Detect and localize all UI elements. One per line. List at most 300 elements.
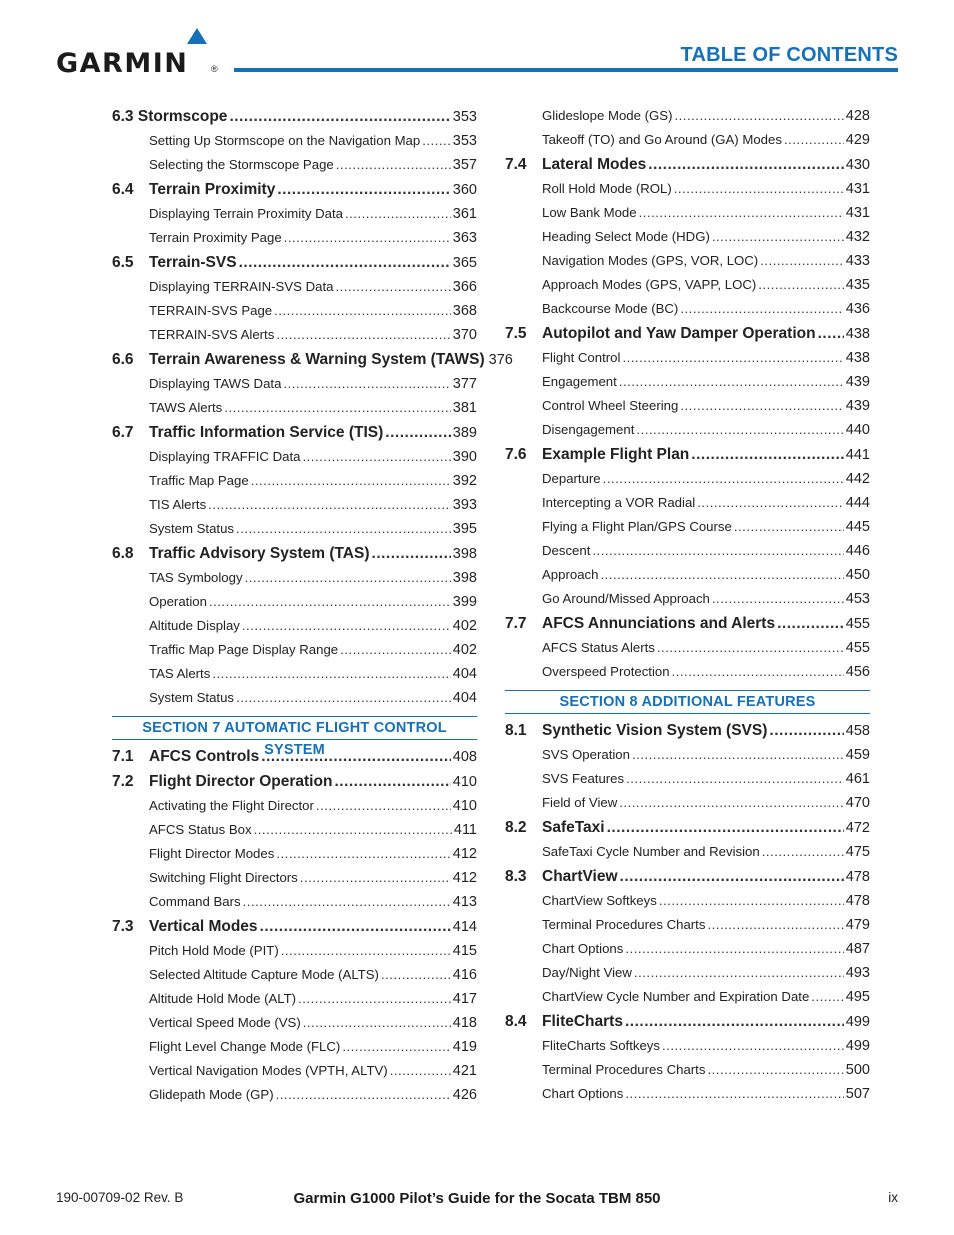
dot-leader [385, 424, 451, 442]
toc-entry-title: TERRAIN-SVS Alerts [149, 327, 275, 342]
toc-chapter-entry[interactable] [505, 722, 870, 747]
toc-entry-title: Approach [542, 567, 599, 582]
toc-entry-page: 440 [845, 422, 870, 438]
toc-subentry[interactable] [112, 327, 477, 351]
toc-entry-page: 459 [845, 747, 870, 763]
dot-leader [251, 473, 451, 488]
toc-entry-page: 412 [452, 846, 477, 862]
dot-leader [209, 594, 451, 609]
dot-leader [276, 327, 450, 342]
toc-entry-title: Vertical Modes [149, 918, 258, 935]
toc-entry-page: 444 [845, 495, 870, 511]
dot-leader [734, 519, 844, 534]
toc-entry-page: 458 [845, 723, 870, 739]
toc-entry-number: 7.7 [505, 615, 527, 632]
toc-entry-title: SVS Operation [542, 747, 630, 762]
toc-entry-page: 433 [845, 253, 870, 269]
dot-leader [811, 989, 844, 1004]
toc-entry-title: AFCS Controls [149, 748, 260, 765]
dot-leader [712, 591, 844, 606]
dot-leader [622, 350, 843, 365]
toc-entry-title: Altitude Hold Mode (ALT) [149, 991, 297, 1006]
toc-entry-title: Terrain-SVS [149, 254, 237, 271]
toc-entry-page: 442 [845, 471, 870, 487]
toc-right-column [505, 108, 870, 1110]
toc-subentry[interactable] [112, 1063, 477, 1087]
dot-leader [274, 303, 451, 318]
toc-subentry[interactable] [505, 1038, 870, 1062]
toc-entry-title: Flight Director Operation [149, 773, 333, 790]
toc-subentry[interactable] [505, 205, 870, 229]
toc-entry-number: 7.6 [505, 446, 527, 463]
toc-chapter-entry[interactable] [505, 868, 870, 893]
toc-chapter-entry[interactable] [505, 156, 870, 181]
toc-entry-title: Takeoff (TO) and Go Around (GA) Modes [542, 132, 782, 147]
toc-entry-title: Glideslope Mode (GS) [542, 108, 673, 123]
toc-entry-title: Roll Hold Mode (ROL) [542, 181, 672, 196]
toc-entry-page: 455 [845, 616, 870, 632]
toc-entry-page: 395 [452, 521, 477, 537]
dot-leader [707, 1062, 843, 1077]
toc-entry-page: 432 [845, 229, 870, 245]
toc-entry-page: 421 [452, 1063, 477, 1079]
toc-subentry[interactable] [505, 422, 870, 446]
toc-entry-title: Chart Options [542, 941, 624, 956]
toc-entry-page: 436 [845, 301, 870, 317]
toc-subentry[interactable] [505, 989, 870, 1013]
toc-entry-page: 479 [845, 917, 870, 933]
toc-entry-title: Terrain Proximity [149, 181, 276, 198]
toc-subentry[interactable] [505, 893, 870, 917]
toc-entry-page: 445 [845, 519, 870, 535]
toc-entry-page: 413 [452, 894, 477, 910]
toc-entry-page: 410 [452, 798, 477, 814]
dot-leader [619, 374, 844, 389]
toc-entry-page: 376 [488, 352, 513, 368]
toc-chapter-entry[interactable] [112, 351, 513, 376]
toc-subentry[interactable] [505, 277, 870, 301]
toc-subentry[interactable] [112, 521, 477, 545]
dot-leader [691, 446, 844, 464]
dot-leader [769, 722, 843, 740]
dot-leader [212, 666, 450, 681]
toc-entry-title: AFCS Status Alerts [542, 640, 655, 655]
dot-leader [674, 108, 843, 123]
toc-entry-title: AFCS Annunciations and Alerts [542, 615, 776, 632]
toc-entry-page: 495 [845, 989, 870, 1005]
toc-entry-title: ChartView Softkeys [542, 893, 657, 908]
toc-subentry[interactable] [112, 1015, 477, 1039]
toc-entry-title: Synthetic Vision System (SVS) [542, 722, 768, 739]
toc-subentry[interactable] [505, 844, 870, 868]
dot-leader [626, 771, 844, 786]
toc-subentry[interactable] [505, 398, 870, 422]
toc-entry-title: Flight Director Modes [149, 846, 275, 861]
toc-subentry[interactable] [505, 567, 870, 591]
dot-leader [784, 132, 844, 147]
toc-entry-title: Flight Control [542, 350, 621, 365]
toc-entry-number: 7.2 [112, 773, 134, 790]
toc-subentry[interactable] [505, 181, 870, 205]
logo-registered-mark: ® [211, 64, 218, 74]
toc-entry-title: SafeTaxi Cycle Number and Revision [542, 844, 760, 859]
toc-subentry[interactable] [505, 132, 870, 156]
dot-leader [634, 965, 844, 980]
toc-entry-title: Flight Level Change Mode (FLC) [149, 1039, 341, 1054]
toc-entry-page: 392 [452, 473, 477, 489]
toc-entry-title: Day/Night View [542, 965, 632, 980]
toc-entry-page: 411 [453, 822, 477, 838]
toc-entry-page: 381 [452, 400, 477, 416]
toc-entry-title: Disengagement [542, 422, 635, 437]
toc-chapter-entry[interactable] [112, 545, 477, 570]
dot-leader [236, 521, 451, 536]
page-title: TABLE OF CONTENTS [680, 44, 898, 66]
toc-entry-title: TAS Symbology [149, 570, 243, 585]
toc-entry-title: TAS Alerts [149, 666, 211, 681]
dot-leader [672, 664, 844, 679]
toc-chapter-entry[interactable] [112, 181, 477, 206]
toc-entry-title: Displaying TAWS Data [149, 376, 282, 391]
dot-leader [712, 229, 844, 244]
toc-entry-title: Lateral Modes [542, 156, 647, 173]
toc-subentry[interactable] [112, 449, 477, 473]
toc-entry-page: 404 [452, 666, 477, 682]
toc-entry-number: 8.3 [505, 868, 527, 885]
toc-entry-title: Command Bars [149, 894, 241, 909]
toc-entry-page: 353 [452, 109, 477, 125]
toc-subentry[interactable] [505, 591, 870, 615]
toc-subentry[interactable] [112, 943, 477, 967]
garmin-triangle-icon [187, 28, 207, 44]
toc-entry-title: Displaying Terrain Proximity Data [149, 206, 343, 221]
dot-leader [276, 846, 450, 861]
toc-chapter-entry[interactable] [505, 1013, 870, 1038]
toc-subentry[interactable] [505, 350, 870, 374]
toc-entry-title: Displaying TERRAIN-SVS Data [149, 279, 334, 294]
dot-leader [625, 941, 843, 956]
dot-leader [659, 893, 844, 908]
toc-entry-title: Descent [542, 543, 591, 558]
toc-entry-page: 365 [452, 255, 477, 271]
dot-leader [316, 798, 451, 813]
toc-entry-page: 428 [845, 108, 870, 124]
toc-entry-page: 360 [452, 182, 477, 198]
toc-entry-page: 414 [452, 919, 477, 935]
toc-entry-title: Terminal Procedures Charts [542, 1062, 706, 1077]
toc-entry-title: TIS Alerts [149, 497, 207, 512]
toc-chapter-entry[interactable] [505, 615, 870, 640]
dot-leader [284, 230, 451, 245]
doc-number: 190-00709-02 Rev. B [56, 1190, 184, 1205]
toc-subentry[interactable] [112, 666, 477, 690]
toc-subentry[interactable] [112, 594, 477, 618]
toc-entry-title: Go Around/Missed Approach [542, 591, 710, 606]
toc-chapter-entry[interactable] [112, 748, 477, 773]
dot-leader [760, 253, 844, 268]
dot-leader [345, 206, 451, 221]
dot-leader [245, 570, 451, 585]
toc-entry-number: 8.1 [505, 722, 527, 739]
toc-entry-page: 499 [845, 1038, 870, 1054]
section-heading[interactable]: SECTION 7 AUTOMATIC FLIGHT CONTROL SYSTEM [112, 716, 477, 740]
dot-leader [261, 748, 451, 766]
toc-entry-title: Pitch Hold Mode (PIT) [149, 943, 279, 958]
toc-subentry[interactable] [505, 543, 870, 567]
toc-subentry[interactable] [505, 640, 870, 664]
dot-leader [239, 254, 451, 272]
toc-chapter-entry[interactable] [112, 424, 477, 449]
toc-entry-title: FliteCharts [542, 1013, 623, 1030]
toc-entry-page: 431 [845, 205, 870, 221]
toc-entry-page: 435 [845, 277, 870, 293]
toc-entry-title: 6.3 Stormscope [112, 108, 228, 125]
toc-entry-title: Glidepath Mode (GP) [149, 1087, 274, 1102]
toc-subentry[interactable] [112, 400, 477, 424]
toc-left-column [112, 108, 513, 1111]
toc-entry-title: Setting Up Stormscope on the Navigation Map [149, 133, 421, 148]
toc-chapter-entry[interactable] [505, 446, 870, 471]
toc-subentry[interactable] [112, 206, 477, 230]
toc-entry-title: Example Flight Plan [542, 446, 690, 463]
toc-subentry[interactable] [505, 471, 870, 495]
toc-entry-page: 478 [845, 869, 870, 885]
toc-subentry[interactable] [112, 1039, 477, 1063]
dot-leader [619, 795, 844, 810]
toc-entry-title: Terrain Awareness & Warning System (TAWS) [149, 351, 485, 368]
dot-leader [283, 376, 450, 391]
toc-subentry[interactable] [112, 279, 477, 303]
toc-entry-title: Low Bank Mode [542, 205, 637, 220]
toc-entry-number: 6.6 [112, 351, 134, 368]
toc-entry-page: 455 [845, 640, 870, 656]
toc-subentry[interactable] [112, 570, 477, 594]
toc-entry-title: ChartView [542, 868, 618, 885]
toc-chapter-entry[interactable] [112, 108, 477, 133]
toc-entry-title: SafeTaxi [542, 819, 605, 836]
dot-leader [657, 640, 844, 655]
toc-entry-title: ChartView Cycle Number and Expiration Date [542, 989, 810, 1004]
dot-leader [336, 157, 451, 172]
dot-leader [674, 181, 844, 196]
dot-leader [208, 497, 451, 512]
toc-subentry[interactable] [112, 133, 477, 157]
dot-leader [632, 747, 844, 762]
toc-entry-title: Displaying TRAFFIC Data [149, 449, 301, 464]
dot-leader [236, 690, 451, 705]
toc-entry-page: 416 [452, 967, 477, 983]
toc-entry-title: System Status [149, 521, 235, 536]
toc-entry-title: Terrain Proximity Page [149, 230, 282, 245]
dot-leader [607, 819, 844, 837]
toc-entry-number: 7.4 [505, 156, 527, 173]
toc-entry-page: 419 [452, 1039, 477, 1055]
toc-entry-page: 478 [845, 893, 870, 909]
toc-entry-page: 393 [452, 497, 477, 513]
toc-subentry[interactable] [505, 495, 870, 519]
toc-subentry[interactable] [505, 519, 870, 543]
toc-subentry[interactable] [112, 690, 477, 714]
toc-entry-number: 8.4 [505, 1013, 527, 1030]
toc-subentry[interactable] [505, 253, 870, 277]
toc-subentry[interactable] [112, 618, 477, 642]
toc-entry-title: AFCS Status Box [149, 822, 252, 837]
toc-entry-page: 417 [452, 991, 477, 1007]
dot-leader [762, 844, 844, 859]
dot-leader [277, 181, 450, 199]
toc-entry-page: 399 [452, 594, 477, 610]
toc-subentry[interactable] [112, 303, 477, 327]
toc-entry-page: 412 [452, 870, 477, 886]
toc-subentry[interactable] [505, 1062, 870, 1086]
toc-subentry[interactable] [112, 967, 477, 991]
dot-leader [254, 822, 452, 837]
dot-leader [620, 868, 844, 886]
toc-chapter-entry[interactable] [112, 918, 477, 943]
toc-subentry[interactable] [112, 497, 477, 521]
dot-leader [229, 108, 450, 126]
toc-entry-title: Heading Select Mode (HDG) [542, 229, 710, 244]
toc-entry-page: 453 [845, 591, 870, 607]
toc-entry-page: 470 [845, 795, 870, 811]
toc-subentry[interactable] [505, 374, 870, 398]
dot-leader [603, 471, 844, 486]
dot-leader [390, 1063, 451, 1078]
toc-entry-page: 500 [845, 1062, 870, 1078]
toc-entry-title: Vertical Speed Mode (VS) [149, 1015, 301, 1030]
toc-subentry[interactable] [112, 991, 477, 1015]
toc-chapter-entry[interactable] [112, 254, 477, 279]
toc-subentry[interactable] [112, 894, 477, 918]
toc-subentry[interactable] [112, 798, 477, 822]
toc-subentry[interactable] [112, 642, 477, 666]
toc-chapter-entry[interactable] [505, 819, 870, 844]
toc-subentry[interactable] [112, 870, 477, 894]
toc-subentry[interactable] [505, 771, 870, 795]
toc-entry-page: 507 [845, 1086, 870, 1102]
toc-subentry[interactable] [505, 664, 870, 688]
dot-leader [777, 615, 844, 633]
toc-entry-page: 402 [452, 642, 477, 658]
toc-subentry[interactable] [112, 846, 477, 870]
toc-entry-page: 450 [845, 567, 870, 583]
dot-leader [625, 1013, 844, 1031]
toc-entry-title: TAWS Alerts [149, 400, 223, 415]
dot-leader [600, 567, 843, 582]
toc-entry-page: 429 [845, 132, 870, 148]
toc-subentry[interactable] [505, 301, 870, 325]
toc-subentry[interactable] [505, 229, 870, 253]
toc-subentry[interactable] [505, 795, 870, 819]
dot-leader [592, 543, 843, 558]
toc-entry-number: 7.3 [112, 918, 134, 935]
toc-entry-page: 475 [845, 844, 870, 860]
toc-subentry[interactable] [505, 965, 870, 989]
toc-entry-title: Traffic Advisory System (TAS) [149, 545, 370, 562]
toc-entry-title: Flying a Flight Plan/GPS Course [542, 519, 732, 534]
toc-entry-page: 438 [845, 350, 870, 366]
toc-entry-page: 439 [845, 374, 870, 390]
dot-leader [639, 205, 844, 220]
toc-subentry[interactable] [112, 473, 477, 497]
toc-subentry[interactable] [505, 108, 870, 132]
toc-entry-title: Traffic Information Service (TIS) [149, 424, 384, 441]
toc-entry-title: Terminal Procedures Charts [542, 917, 706, 932]
toc-entry-title: Field of View [542, 795, 618, 810]
dot-leader [697, 495, 844, 510]
toc-entry-page: 499 [845, 1014, 870, 1030]
toc-entry-title: Selecting the Stormscope Page [149, 157, 334, 172]
toc-subentry[interactable] [505, 747, 870, 771]
toc-subentry[interactable] [505, 917, 870, 941]
dot-leader [303, 1015, 451, 1030]
dot-leader [372, 545, 451, 563]
toc-subentry[interactable] [112, 1087, 477, 1111]
toc-chapter-entry[interactable] [505, 325, 870, 350]
toc-entry-title: Traffic Map Page [149, 473, 249, 488]
toc-entry-page: 418 [452, 1015, 477, 1031]
dot-leader [680, 301, 843, 316]
toc-entry-page: 438 [845, 326, 870, 342]
toc-entry-title: Activating the Flight Director [149, 798, 314, 813]
dot-leader [680, 398, 843, 413]
toc-entry-title: Operation [149, 594, 207, 609]
dot-leader [243, 894, 451, 909]
toc-entry-page: 389 [452, 425, 477, 441]
header-rule [234, 68, 898, 72]
dot-leader [276, 1087, 451, 1102]
toc-entry-number: 6.5 [112, 254, 134, 271]
dot-leader [260, 918, 451, 936]
toc-entry-page: 366 [452, 279, 477, 295]
toc-subentry[interactable] [505, 1086, 870, 1110]
toc-entry-number: 6.8 [112, 545, 134, 562]
toc-entry-title: Vertical Navigation Modes (VPTH, ALTV) [149, 1063, 388, 1078]
toc-entry-number: 8.2 [505, 819, 527, 836]
toc-entry-page: 415 [452, 943, 477, 959]
toc-entry-title: Overspeed Protection [542, 664, 670, 679]
dot-leader [636, 422, 843, 437]
toc-subentry[interactable] [112, 376, 477, 400]
toc-entry-page: 363 [452, 230, 477, 246]
toc-subentry[interactable] [112, 157, 477, 181]
toc-entry-title: SVS Features [542, 771, 625, 786]
toc-entry-page: 357 [452, 157, 477, 173]
dot-leader [648, 156, 844, 174]
toc-chapter-entry[interactable] [112, 773, 477, 798]
toc-entry-page: 441 [845, 447, 870, 463]
toc-entry-page: 390 [452, 449, 477, 465]
dot-leader [662, 1038, 844, 1053]
toc-entry-page: 377 [452, 376, 477, 392]
toc-subentry[interactable] [505, 941, 870, 965]
toc-entry-title: System Status [149, 690, 235, 705]
dot-leader [224, 400, 451, 415]
dot-leader [340, 642, 451, 657]
toc-subentry[interactable] [112, 822, 477, 846]
toc-entry-title: Engagement [542, 374, 617, 389]
toc-subentry[interactable] [112, 230, 477, 254]
toc-entry-title: Departure [542, 471, 601, 486]
dot-leader [818, 325, 844, 343]
dot-leader [758, 277, 844, 292]
dot-leader [335, 279, 450, 294]
dot-leader [334, 773, 450, 791]
garmin-logo [56, 28, 221, 78]
toc-entry-page: 353 [452, 133, 477, 149]
section-heading[interactable]: SECTION 8 ADDITIONAL FEATURES [505, 690, 870, 714]
toc-entry-title: Switching Flight Directors [149, 870, 298, 885]
